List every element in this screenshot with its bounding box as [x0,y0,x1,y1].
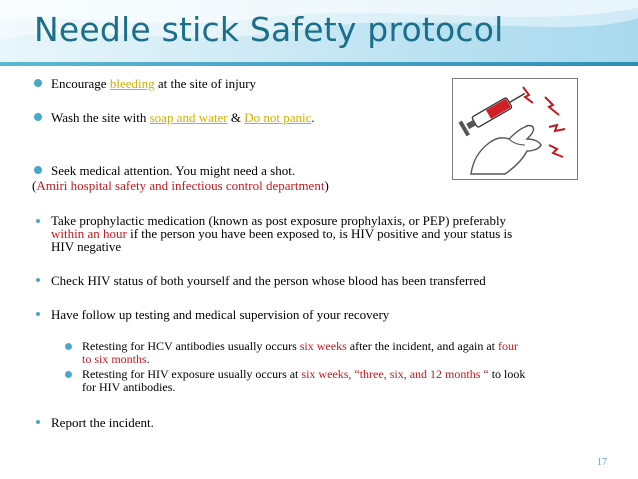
s1-four: four [498,339,519,353]
b3-note [32,178,329,194]
b4-line3: HIV negative [51,239,122,254]
s1-mid: after the incident, and again at [346,339,499,353]
b2-link-panic[interactable]: Do not panic [244,110,312,125]
s1-line2-post: . [146,352,150,366]
bullet-icon [34,166,42,174]
b1-link-bleeding[interactable]: bleeding [109,76,155,91]
b6-text: Have follow up testing and medical supervision of your recovery [51,307,390,322]
bullet-icon [34,113,42,121]
b3-text: Seek medical attention. You might need a shot. [51,163,296,178]
b7-text: Report the incident. [51,415,154,430]
b4-within-hour: within an hour [51,226,127,241]
bullet-icon [36,420,40,424]
b2-link-soap[interactable]: soap and water [149,110,228,125]
b3-note-close: ) [324,178,329,193]
page-number: 17 [597,457,607,468]
b1-post: at the site of injury [154,76,257,91]
s2-line2: for HIV antibodies. [82,380,176,394]
s1-pre: Retesting for HCV antibodies usually occurs [82,339,300,353]
bullet-icon [36,312,40,316]
bullet-icon [65,343,72,350]
b4-line1: Take prophylactic medication (known as post exposure prophylaxis, or PEP) preferably [51,213,507,228]
b5-text: Check HIV status of both yourself and the person whose blood has been transferred [51,273,486,288]
b2-mid: & [227,110,245,125]
needle-stick-illustration-icon [452,78,578,180]
b3-note-department: Amiri hospital safety and infectious control department [36,178,325,193]
b1-pre: Encourage [51,76,110,91]
header-divider [0,62,638,66]
s2-pre: Retesting for HIV exposure usually occurs at [82,367,302,381]
b2-pre: Wash the site with [51,110,150,125]
b4-line2: if the person you have been exposed to, is HIV positive and your status is [126,226,513,241]
bullet-icon [65,371,72,378]
b2-post: . [311,110,315,125]
bullet-icon [34,79,42,87]
bullet-icon [36,278,40,282]
s1-to-six-months: to six months [82,352,147,366]
s1-six-weeks: six weeks [299,339,347,353]
b3-note-open: ( [32,178,37,193]
header-band [0,0,638,62]
s2-post: to look [488,367,526,381]
slide-title: Needle stick Safety protocol [34,10,504,49]
s2-intervals: six weeks, “three, six, and 12 months “ [301,367,489,381]
bullet-icon [36,219,40,223]
